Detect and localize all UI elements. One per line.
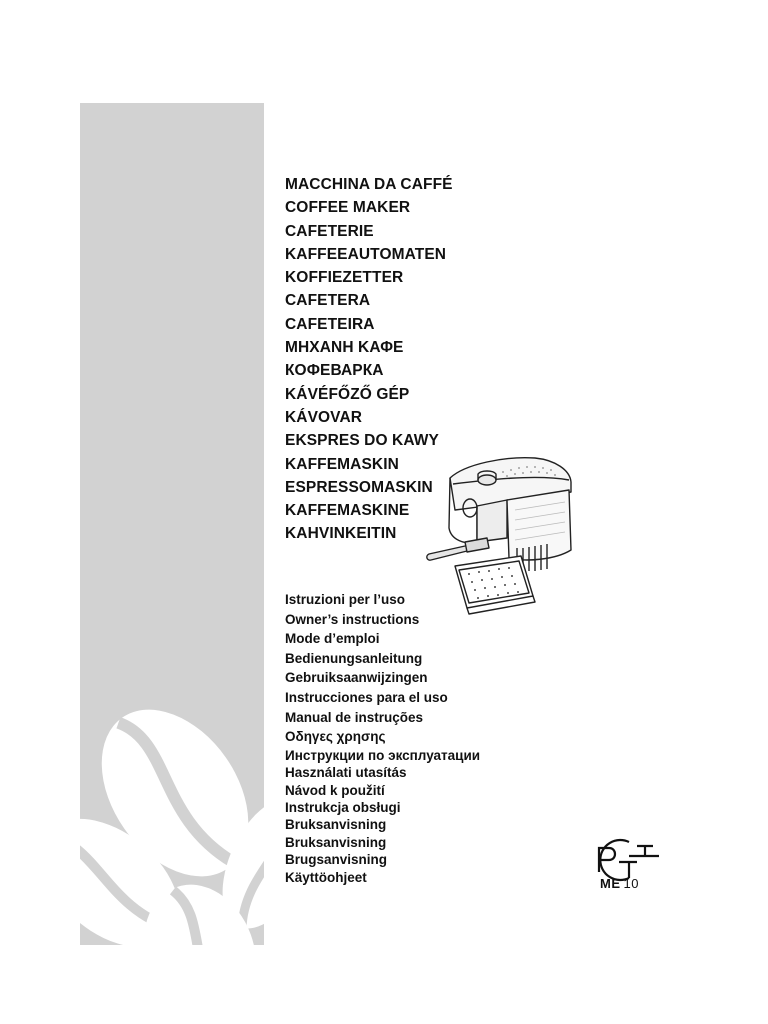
product-title: KOFFIEZETTER [285,269,404,287]
gray-side-band [80,103,264,945]
product-title: COFFEE MAKER [285,199,411,217]
instruction-title: Bedienungsanleitung [285,650,423,666]
coffee-beans-illustration [80,103,264,945]
certification-code-number: 10 [623,876,639,891]
product-title: CAFETERA [285,292,371,310]
product-title: KÁVOVAR [285,408,363,426]
product-title: EKSPRES DO KAWY [285,432,439,450]
instruction-title: Mode d’emploi [285,631,380,647]
instruction-title: Istruzioni per l’uso [285,592,406,607]
instruction-title: Návod k použití [285,782,385,798]
instruction-title: Instrukcja obsługi [285,799,401,815]
product-title: ESPRESSOMASKIN [285,478,433,496]
product-title: КОФЕВАРКА [285,362,384,380]
certification-code [600,876,639,891]
product-title: KAHVINKEITIN [285,525,397,543]
instruction-title-list [285,590,480,886]
instruction-title: Käyttöohjeet [285,869,367,885]
product-title: ΜΗΧΑΝΗ ΚΑΦΕ [285,339,404,357]
instruction-title: Bruksanvisning [285,834,387,850]
instruction-title: Инструкции по эксплуатации [285,747,481,763]
instruction-title: Bruksanvisning [285,817,387,833]
instruction-title: Brugsanvisning [285,852,388,868]
instruction-title: Οδηγες χρησης [285,729,386,745]
instruction-title: Instrucciones para el uso [285,689,448,705]
instruction-title: Használati utasítás [285,765,407,781]
certification-code-letters: ME [600,876,621,891]
instruction-title: Manual de instruções [285,709,424,725]
product-title: KÁVÉFŐZŐ GÉP [285,385,410,403]
instruction-title: Owner’s instructions [285,611,420,627]
product-title: CAFETERIE [285,222,374,240]
product-title: CAFETEIRA [285,315,375,333]
product-title: KAFFEEAUTOMATEN [285,245,447,263]
product-title: KAFFEMASKINE [285,502,410,520]
product-title: KAFFEMASKIN [285,455,399,473]
instruction-title: Gebruiksaanwijzingen [285,670,428,686]
product-title: MACCHINA DA CAFFÉ [285,176,453,193]
